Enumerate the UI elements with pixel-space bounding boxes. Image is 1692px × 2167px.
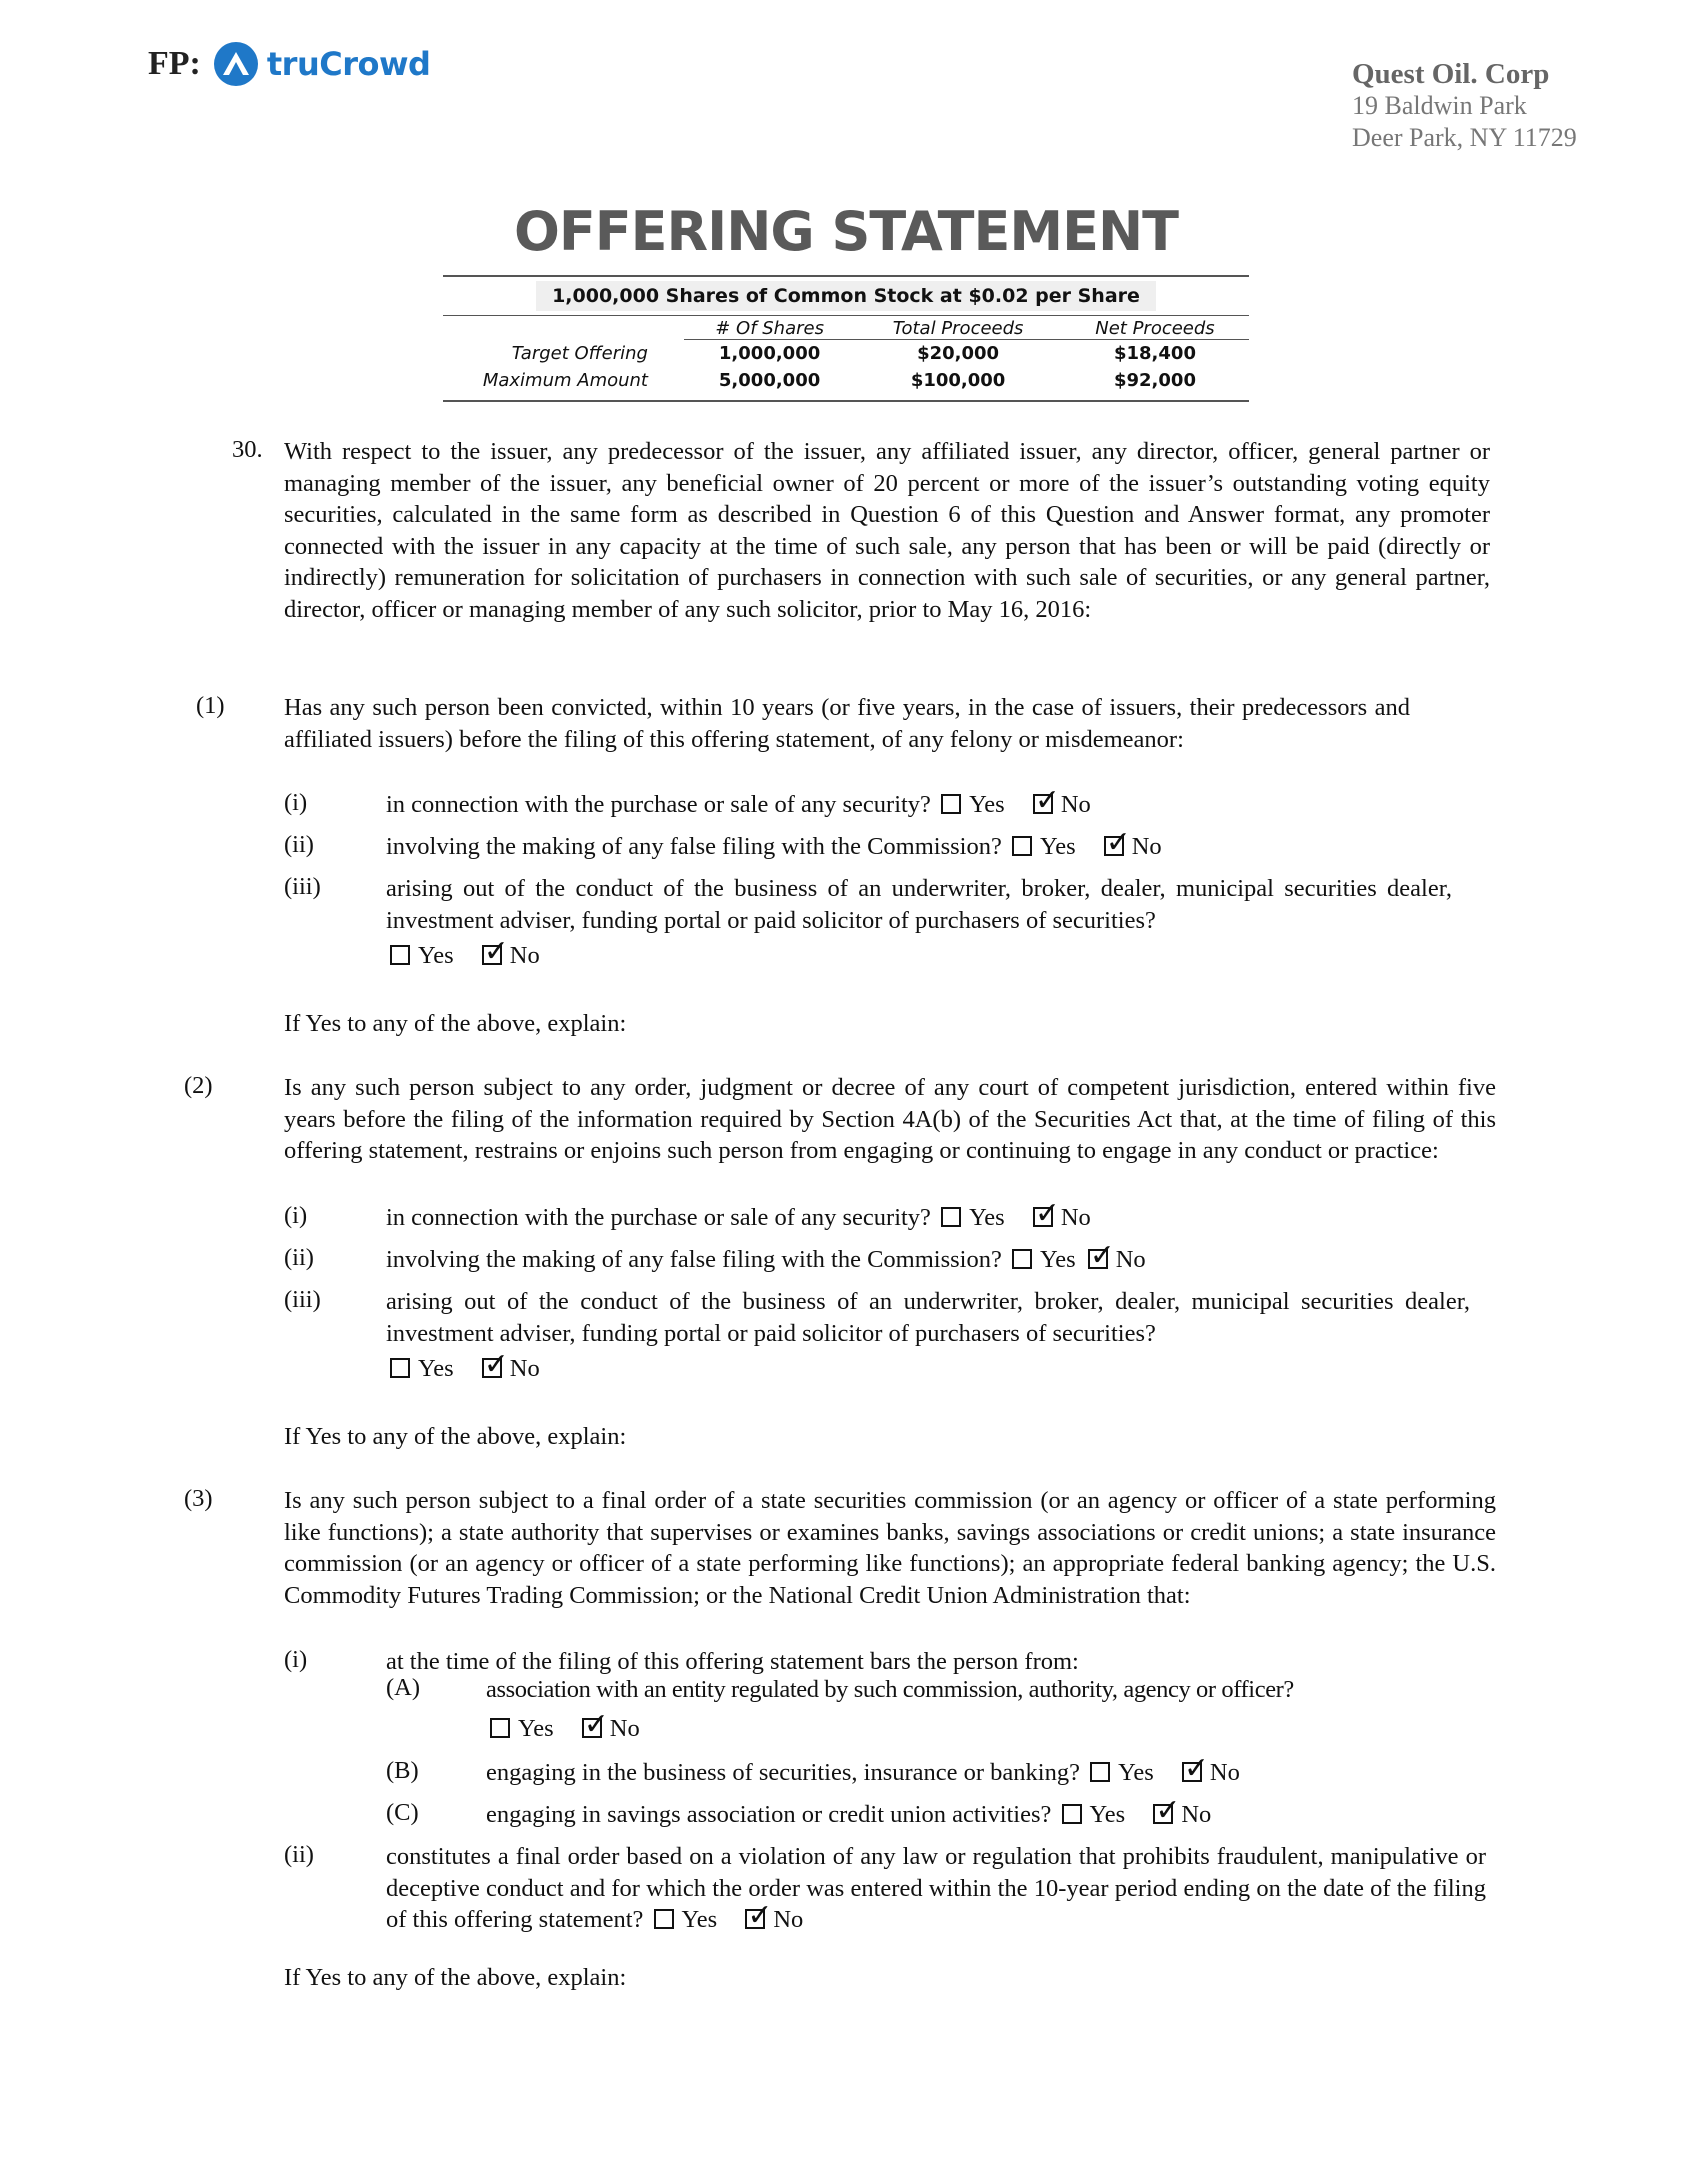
- trucrowd-logo: [148, 38, 430, 90]
- subitem-letter: (B): [386, 1757, 419, 1784]
- no-label: No: [1115, 1246, 1146, 1273]
- question-number: 30.: [232, 436, 263, 463]
- no-checkbox-checked[interactable]: [1104, 836, 1124, 856]
- yes-checkbox[interactable]: [490, 1718, 510, 1738]
- brand-name: truCrowd: [266, 45, 431, 83]
- offering-subtitle: 1,000,000 Shares of Common Stock at $0.02 per Share: [536, 281, 1156, 311]
- item-text: involving the making of any false filing with the Commission?: [386, 833, 1002, 860]
- table-row: [443, 367, 1249, 394]
- no-checkbox-checked[interactable]: [1182, 1762, 1202, 1782]
- section-1-text: Has any such person been convicted, within 10 years (or five years, in the case of issuers, their predecessors and affiliated issuers) before the filing of this offering statement, of any felony or misdemeanor:: [284, 694, 1410, 753]
- yes-checkbox[interactable]: [390, 1358, 410, 1378]
- item-number: (ii): [284, 1244, 314, 1271]
- yes-label: Yes: [969, 1204, 1005, 1231]
- section-3-item-i: at the time of the filing of this offering statement bars the person from:: [386, 1648, 1079, 1675]
- row-label: Target Offering: [511, 342, 648, 364]
- yes-checkbox[interactable]: [1090, 1762, 1110, 1782]
- item-number: (iii): [284, 1286, 321, 1313]
- section-3-item-B: [486, 1757, 1486, 1789]
- net-cell: $18,400: [1113, 343, 1196, 364]
- section-3-item-ii: [386, 1841, 1486, 1936]
- no-label: No: [509, 1355, 540, 1382]
- yes-label: Yes: [418, 942, 454, 969]
- no-checkbox-checked[interactable]: [482, 945, 502, 965]
- table-header-row: [443, 316, 1249, 340]
- address-line-2: Deer Park, NY 11729: [1352, 123, 1577, 152]
- yes-checkbox[interactable]: [654, 1909, 674, 1929]
- no-checkbox-checked[interactable]: [1153, 1804, 1173, 1824]
- no-checkbox-checked[interactable]: [582, 1718, 602, 1738]
- subitem-letter: (C): [386, 1799, 419, 1826]
- offering-summary: [443, 275, 1249, 402]
- no-label: No: [1181, 1801, 1212, 1828]
- address-line-1: 19 Baldwin Park: [1352, 91, 1527, 120]
- no-checkbox-checked[interactable]: [1033, 1207, 1053, 1227]
- no-label: No: [1131, 833, 1162, 860]
- section-number: (1): [196, 692, 225, 719]
- section-2-item-ii: [386, 1244, 1486, 1276]
- no-checkbox-checked[interactable]: [1033, 794, 1053, 814]
- divider: [443, 400, 1249, 402]
- item-text: in connection with the purchase or sale of any security?: [386, 791, 931, 818]
- explain-prompt: If Yes to any of the above, explain:: [284, 1010, 627, 1037]
- yes-checkbox[interactable]: [1012, 1249, 1032, 1269]
- section-2-item-iii-answer: [386, 1353, 540, 1385]
- shares-cell: 1,000,000: [718, 343, 821, 364]
- section-3-item-C: [486, 1799, 1486, 1831]
- yes-label: Yes: [681, 1906, 718, 1933]
- company-address: [1352, 58, 1612, 154]
- section-2-item-i: [386, 1202, 1486, 1234]
- item-text: constitutes a final order based on a violation of any law or regulation that prohibits fraudulent, manipulative or deceptive conduct and for which the order was entered within the 10-year period ending on the date of the filing of this offering statement?: [386, 1843, 1486, 1933]
- section-1-item-i: [386, 789, 1486, 821]
- fp-label: FP:: [148, 45, 201, 82]
- section-3-item-A-answer: [486, 1713, 640, 1745]
- divider: [443, 275, 1249, 277]
- no-label: No: [509, 942, 540, 969]
- yes-checkbox[interactable]: [941, 1207, 961, 1227]
- yes-label: Yes: [969, 791, 1005, 818]
- question-30-text: With respect to the issuer, any predecessor of the issuer, any affiliated issuer, any director, officer, general partner or managing member of the issuer, any beneficial owner of 20 percent or more of the issuer’s outstanding voting equity securities, calculated in the same form as described in Question 6 of this Question and Answer format, any promoter connected with the issuer in any capacity at the time of such sale, any person that has been or will be paid (directly or indirectly) remuneration for solicitation of purchasers in connection with such sale of securities, or any general partner, director, officer or managing member of any such solicitor, prior to May 16, 2016:: [284, 438, 1490, 623]
- yes-label: Yes: [518, 1715, 554, 1742]
- item-text: involving the making of any false filing with the Commission?: [386, 1246, 1002, 1273]
- total-cell: $100,000: [910, 370, 1006, 391]
- company-name: Quest Oil. Corp: [1352, 58, 1550, 90]
- no-label: No: [1060, 791, 1091, 818]
- no-checkbox-checked[interactable]: [745, 1909, 765, 1929]
- section-2-item-iii: arising out of the conduct of the business of an underwriter, broker, dealer, municipal securities dealer, investment adviser, funding portal or paid solicitor of purchasers of securities?: [386, 1288, 1470, 1347]
- item-text: engaging in the business of securities, insurance or banking?: [486, 1759, 1080, 1786]
- yes-checkbox[interactable]: [941, 794, 961, 814]
- no-checkbox-checked[interactable]: [1088, 1249, 1108, 1269]
- yes-checkbox[interactable]: [1012, 836, 1032, 856]
- explain-prompt: If Yes to any of the above, explain:: [284, 1964, 627, 1991]
- no-label: No: [609, 1715, 640, 1742]
- item-number: (i): [284, 1646, 308, 1673]
- subitem-letter: (A): [386, 1674, 421, 1701]
- yes-checkbox[interactable]: [390, 945, 410, 965]
- yes-checkbox[interactable]: [1062, 1804, 1082, 1824]
- section-number: (2): [184, 1072, 213, 1099]
- row-label: Maximum Amount: [482, 370, 648, 391]
- no-label: No: [1209, 1759, 1240, 1786]
- table-row: [443, 340, 1249, 368]
- yes-label: Yes: [1118, 1759, 1154, 1786]
- no-label: No: [773, 1906, 804, 1933]
- section-1-item-ii: [386, 831, 1486, 863]
- section-number: (3): [184, 1485, 213, 1512]
- item-number: (iii): [284, 873, 321, 900]
- item-number: (ii): [284, 1841, 314, 1868]
- section-3-text: Is any such person subject to a final order of a state securities commission (or an agency or officer of a state performing like functions); a state authority that supervises or examines banks, savings associations or credit unions; a state insurance commission (or an agency or officer of a state performing like functions); an appropriate federal banking agency; the U.S. Commodity Futures Trading Commission; or the National Credit Union Administration that:: [284, 1487, 1496, 1609]
- yes-label: Yes: [418, 1355, 454, 1382]
- item-number: (i): [284, 789, 308, 816]
- section-3-item-A: association with an entity regulated by such commission, authority, agency or officer?: [486, 1676, 1294, 1703]
- yes-label: Yes: [1039, 833, 1076, 860]
- offering-table: [443, 316, 1249, 394]
- offering-title: OFFERING STATEMENT: [513, 200, 1179, 263]
- total-cell: $20,000: [917, 343, 1000, 364]
- section-1-item-iii-answer: [386, 940, 540, 972]
- item-text: in connection with the purchase or sale of any security?: [386, 1204, 931, 1231]
- yes-label: Yes: [1039, 1246, 1076, 1273]
- net-cell: $92,000: [1113, 370, 1196, 391]
- column-header-total: Total Proceeds: [855, 316, 1061, 340]
- section-1-item-iii: arising out of the conduct of the business of an underwriter, broker, dealer, municipal securities dealer, investment adviser, funding portal or paid solicitor of purchasers of securities?: [386, 875, 1452, 934]
- item-text: engaging in savings association or credit union activities?: [486, 1801, 1052, 1828]
- explain-prompt: If Yes to any of the above, explain:: [284, 1423, 627, 1450]
- column-header-shares: # Of Shares: [684, 316, 855, 340]
- no-label: No: [1060, 1204, 1091, 1231]
- empty-header: [443, 316, 684, 340]
- yes-label: Yes: [1089, 1801, 1126, 1828]
- section-2-text: Is any such person subject to any order, judgment or decree of any court of competent jurisdiction, entered within five years before the filing of the information required by Section 4A(b) of the Securities Act that, at the time of filing of this offering statement, restrains or enjoins such person from engaging or continuing to engage in any conduct or practice:: [284, 1074, 1496, 1164]
- item-number: (ii): [284, 831, 314, 858]
- column-header-net: Net Proceeds: [1061, 316, 1249, 340]
- trucrowd-mountain-icon: [213, 41, 259, 87]
- shares-cell: 5,000,000: [718, 370, 821, 391]
- no-checkbox-checked[interactable]: [482, 1358, 502, 1378]
- item-number: (i): [284, 1202, 308, 1229]
